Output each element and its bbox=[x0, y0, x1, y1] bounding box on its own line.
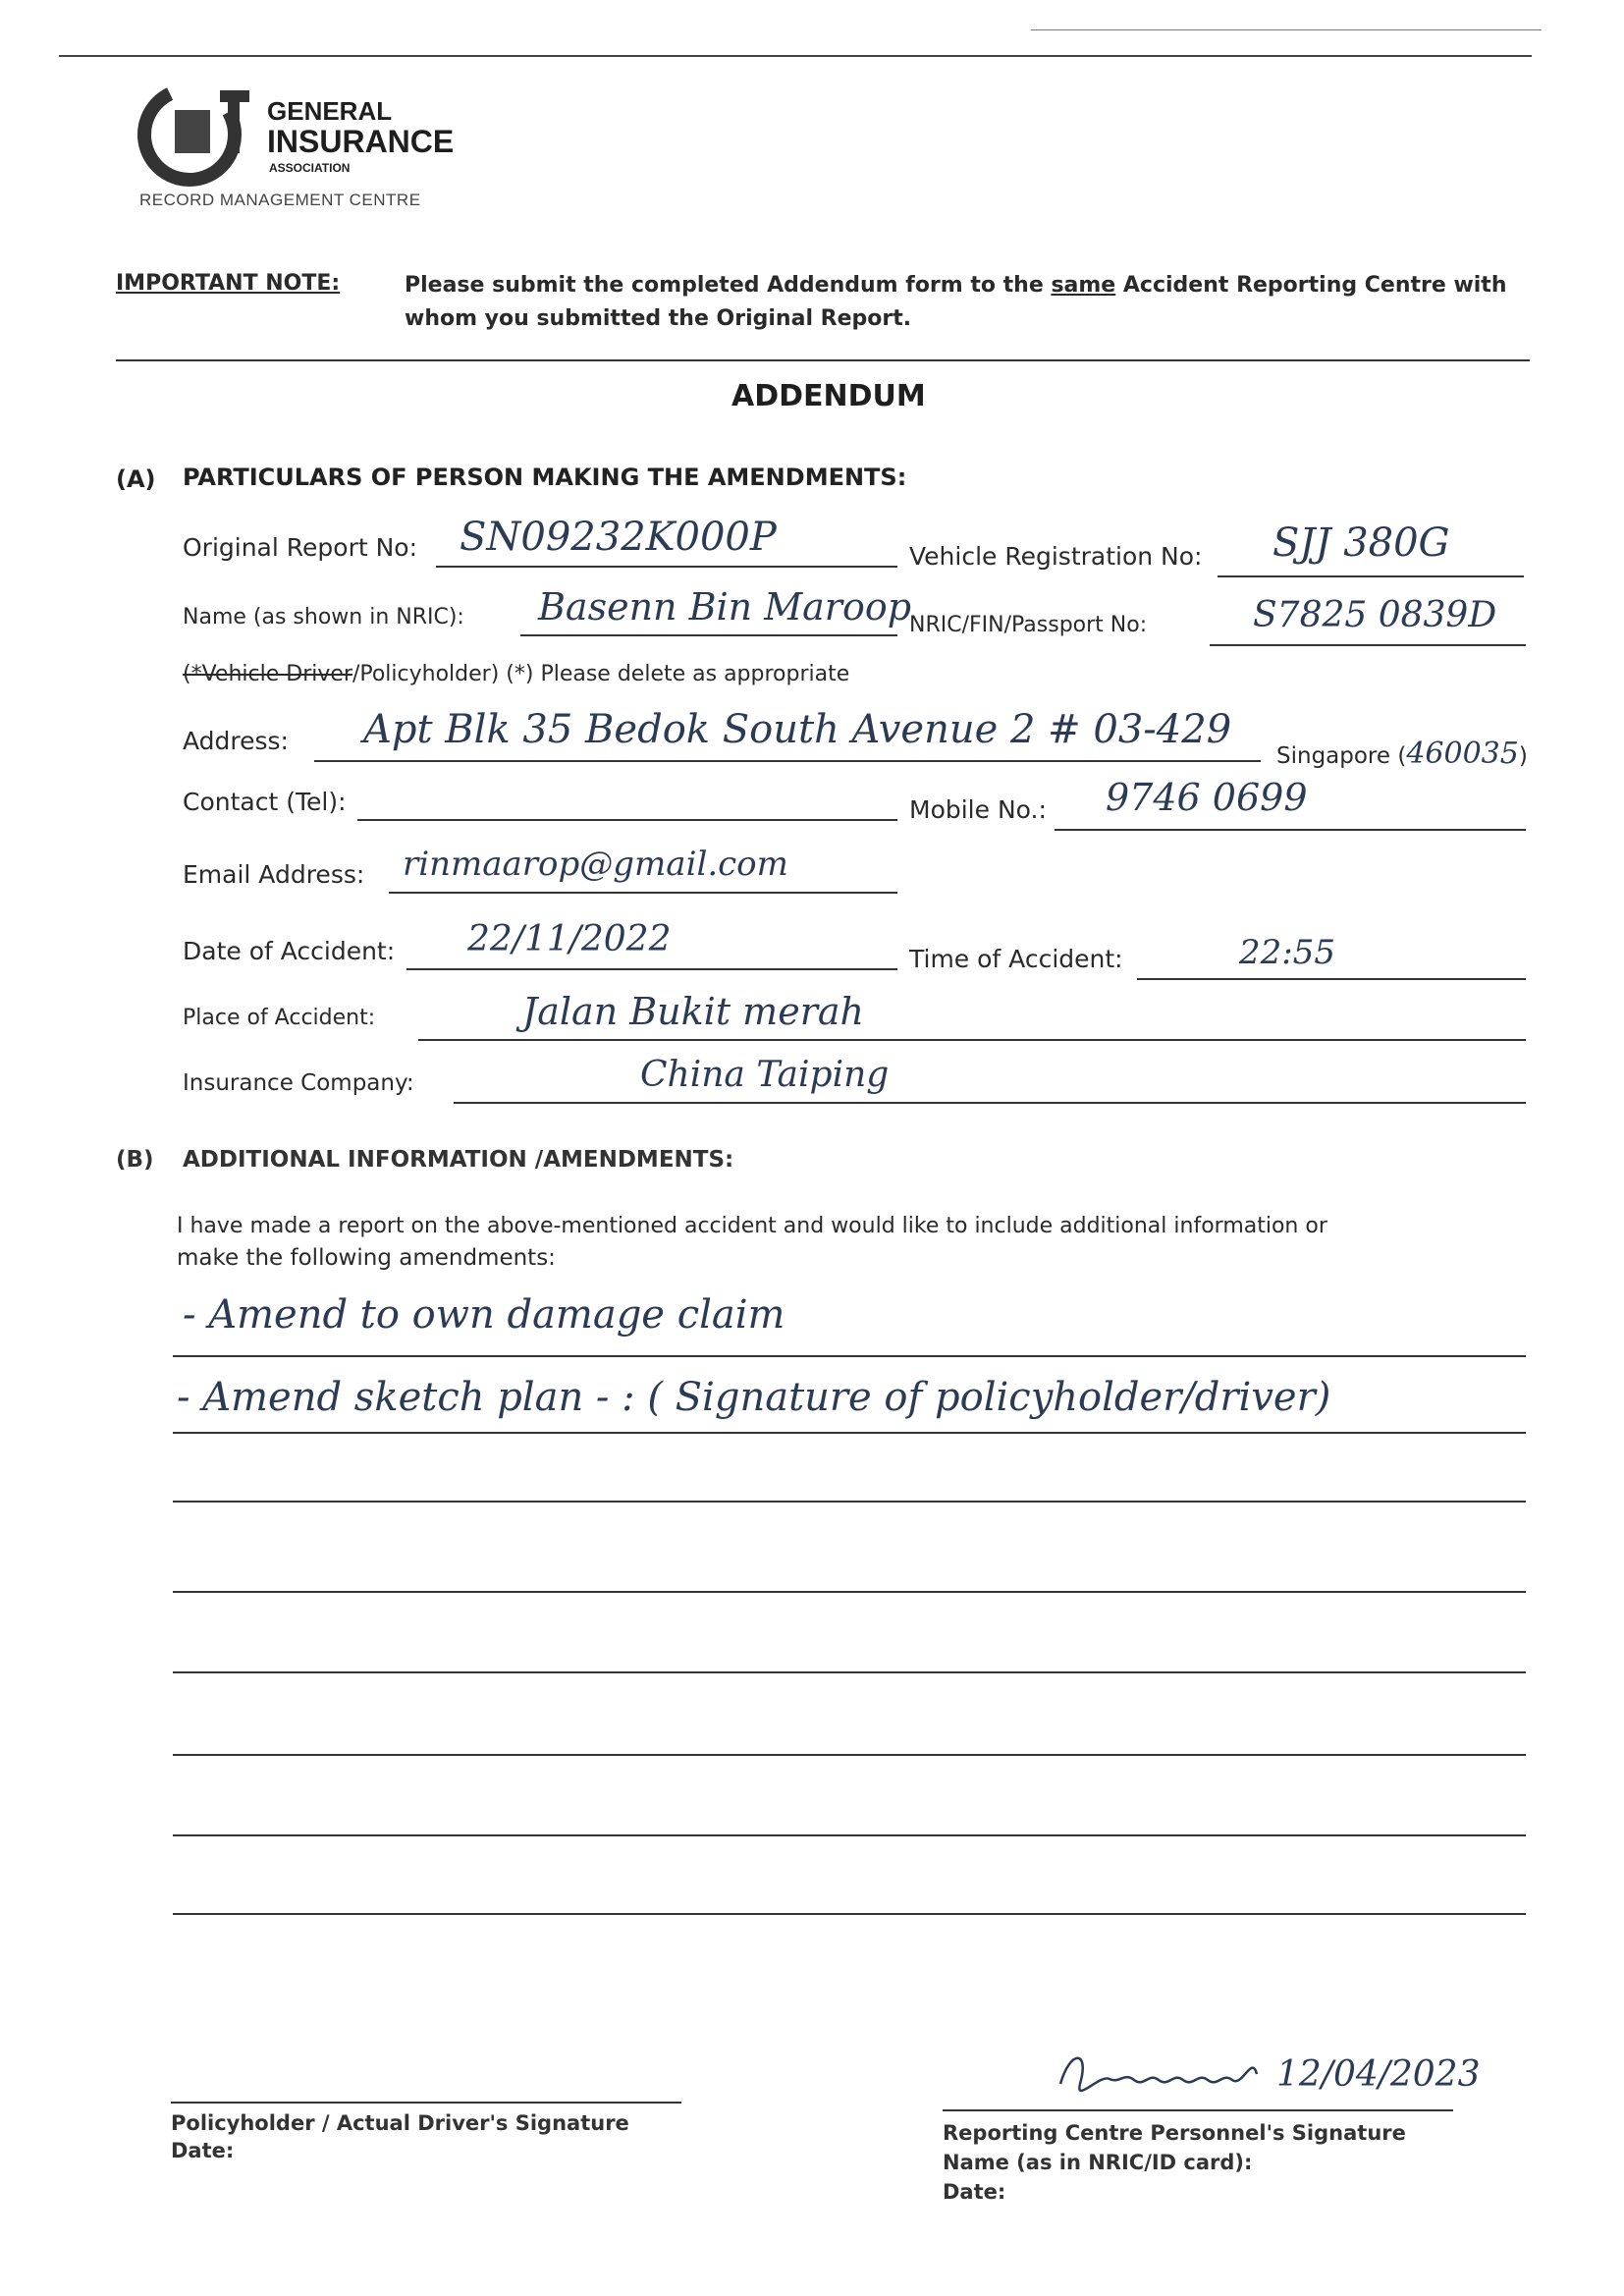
section-b-intro-2: make the following amendments: bbox=[177, 1245, 556, 1271]
date-line bbox=[406, 968, 897, 970]
nric-line bbox=[1210, 644, 1526, 646]
mobile-label: Mobile No.: bbox=[909, 795, 1047, 824]
contact-line[interactable] bbox=[357, 819, 897, 821]
role-rest: /Policyholder) (*) Please delete as appropriate bbox=[352, 662, 850, 686]
singapore-postal bbox=[1276, 737, 1528, 771]
section-a-marker: (A) bbox=[116, 465, 156, 493]
amendment-line-6[interactable] bbox=[173, 1754, 1526, 1756]
personnel-date-value[interactable]: 12/04/2023 bbox=[1276, 2054, 1481, 2095]
name-label: Name (as shown in NRIC): bbox=[183, 605, 464, 629]
date-value[interactable]: 22/11/2022 bbox=[467, 919, 672, 959]
logo bbox=[135, 81, 460, 218]
insurer-value[interactable]: China Taiping bbox=[640, 1055, 890, 1095]
contact-label: Contact (Tel): bbox=[183, 788, 347, 816]
mobile-line bbox=[1055, 829, 1526, 831]
mobile-value[interactable]: 9746 0699 bbox=[1106, 776, 1308, 819]
address-line bbox=[314, 760, 1261, 762]
name-value[interactable]: Basenn Bin Maroop bbox=[538, 585, 912, 629]
role-line bbox=[183, 662, 849, 686]
insurer-label: Insurance Company: bbox=[183, 1070, 414, 1096]
amendment-line-5[interactable] bbox=[173, 1671, 1526, 1673]
logo-line2: INSURANCE bbox=[267, 124, 455, 159]
amendment-line-7[interactable] bbox=[173, 1834, 1526, 1836]
note-divider bbox=[116, 359, 1530, 361]
place-value[interactable]: Jalan Bukit merah bbox=[522, 990, 864, 1033]
name-line bbox=[520, 634, 897, 636]
note-text-before: Please submit the completed Addendum form to the bbox=[405, 273, 1044, 298]
report-no-value[interactable]: SN09232K000P bbox=[460, 515, 777, 560]
singapore-label: Singapore ( bbox=[1276, 743, 1407, 769]
nric-value[interactable]: S7825 0839D bbox=[1253, 595, 1497, 635]
amendment-line-1-text[interactable]: - Amend to own damage claim bbox=[183, 1292, 785, 1338]
email-label: Email Address: bbox=[183, 860, 365, 889]
vehicle-reg-label: Vehicle Registration No: bbox=[909, 542, 1203, 571]
report-no-line bbox=[436, 566, 897, 568]
top-border-line bbox=[59, 55, 1532, 57]
section-b-marker: (B) bbox=[116, 1147, 154, 1173]
address-label: Address: bbox=[183, 727, 289, 755]
role-struck: (*Vehicle Driver bbox=[183, 662, 352, 686]
email-line bbox=[389, 892, 897, 894]
note-text-after: Accident Reporting Centre with bbox=[1122, 273, 1507, 298]
place-label: Place of Accident: bbox=[183, 1006, 376, 1030]
amendment-line-2-text[interactable]: - Amend sketch plan - : ( Signature of policyholder/driver) bbox=[177, 1375, 1331, 1420]
singapore-close: ) bbox=[1518, 743, 1528, 769]
amendment-line-4[interactable] bbox=[173, 1591, 1526, 1593]
section-b-heading: ADDITIONAL INFORMATION /AMENDMENTS: bbox=[183, 1147, 734, 1173]
personnel-signature-line[interactable] bbox=[943, 2109, 1453, 2111]
personnel-name-label: Name (as in NRIC/ID card): bbox=[943, 2151, 1253, 2174]
date-label: Date of Accident: bbox=[183, 937, 396, 965]
email-value[interactable]: rinmaarop@gmail.com bbox=[403, 845, 788, 884]
page-title: ADDENDUM bbox=[731, 379, 926, 413]
top-border-line-faint bbox=[1031, 29, 1542, 30]
time-label: Time of Accident: bbox=[909, 945, 1123, 973]
important-note-label: IMPORTANT NOTE: bbox=[116, 271, 341, 296]
logo-line3: ASSOCIATION bbox=[269, 161, 351, 175]
logo-subtitle: RECORD MANAGEMENT CENTRE bbox=[139, 191, 421, 209]
amendment-line-1 bbox=[173, 1355, 1526, 1357]
policyholder-signature-label: Policyholder / Actual Driver's Signature bbox=[171, 2111, 629, 2135]
policyholder-signature-line[interactable] bbox=[171, 2102, 681, 2104]
gia-logo-icon bbox=[135, 81, 273, 189]
section-a-heading: PARTICULARS OF PERSON MAKING THE AMENDMENTS: bbox=[183, 464, 907, 491]
place-line bbox=[418, 1039, 1526, 1041]
important-note-line2: whom you submitted the Original Report. bbox=[405, 306, 912, 331]
insurer-line bbox=[454, 1102, 1526, 1104]
personnel-signature-label: Reporting Centre Personnel's Signature bbox=[943, 2121, 1406, 2145]
time-value[interactable]: 22:55 bbox=[1239, 933, 1335, 972]
personnel-signature-icon bbox=[1051, 2045, 1276, 2113]
vehicle-reg-value[interactable]: SJJ 380G bbox=[1272, 520, 1450, 566]
singapore-value[interactable]: 460035 bbox=[1406, 737, 1519, 771]
amendment-line-2 bbox=[173, 1432, 1526, 1434]
vehicle-reg-line bbox=[1218, 575, 1524, 577]
section-b-intro-1: I have made a report on the above-mentioned accident and would like to include additional information or bbox=[177, 1214, 1327, 1238]
important-note-text bbox=[405, 273, 1506, 298]
time-line bbox=[1137, 978, 1526, 980]
logo-line1: GENERAL bbox=[267, 96, 393, 126]
address-value[interactable]: Apt Blk 35 Bedok South Avenue 2 # 03-429 bbox=[363, 707, 1232, 752]
amendment-line-8[interactable] bbox=[173, 1913, 1526, 1915]
amendment-line-3[interactable] bbox=[173, 1501, 1526, 1503]
report-no-label: Original Report No: bbox=[183, 533, 418, 562]
personnel-date-label: Date: bbox=[943, 2180, 1006, 2204]
note-underlined: same bbox=[1051, 273, 1116, 298]
nric-label: NRIC/FIN/Passport No: bbox=[909, 613, 1148, 637]
policyholder-date-label: Date: bbox=[171, 2139, 235, 2162]
